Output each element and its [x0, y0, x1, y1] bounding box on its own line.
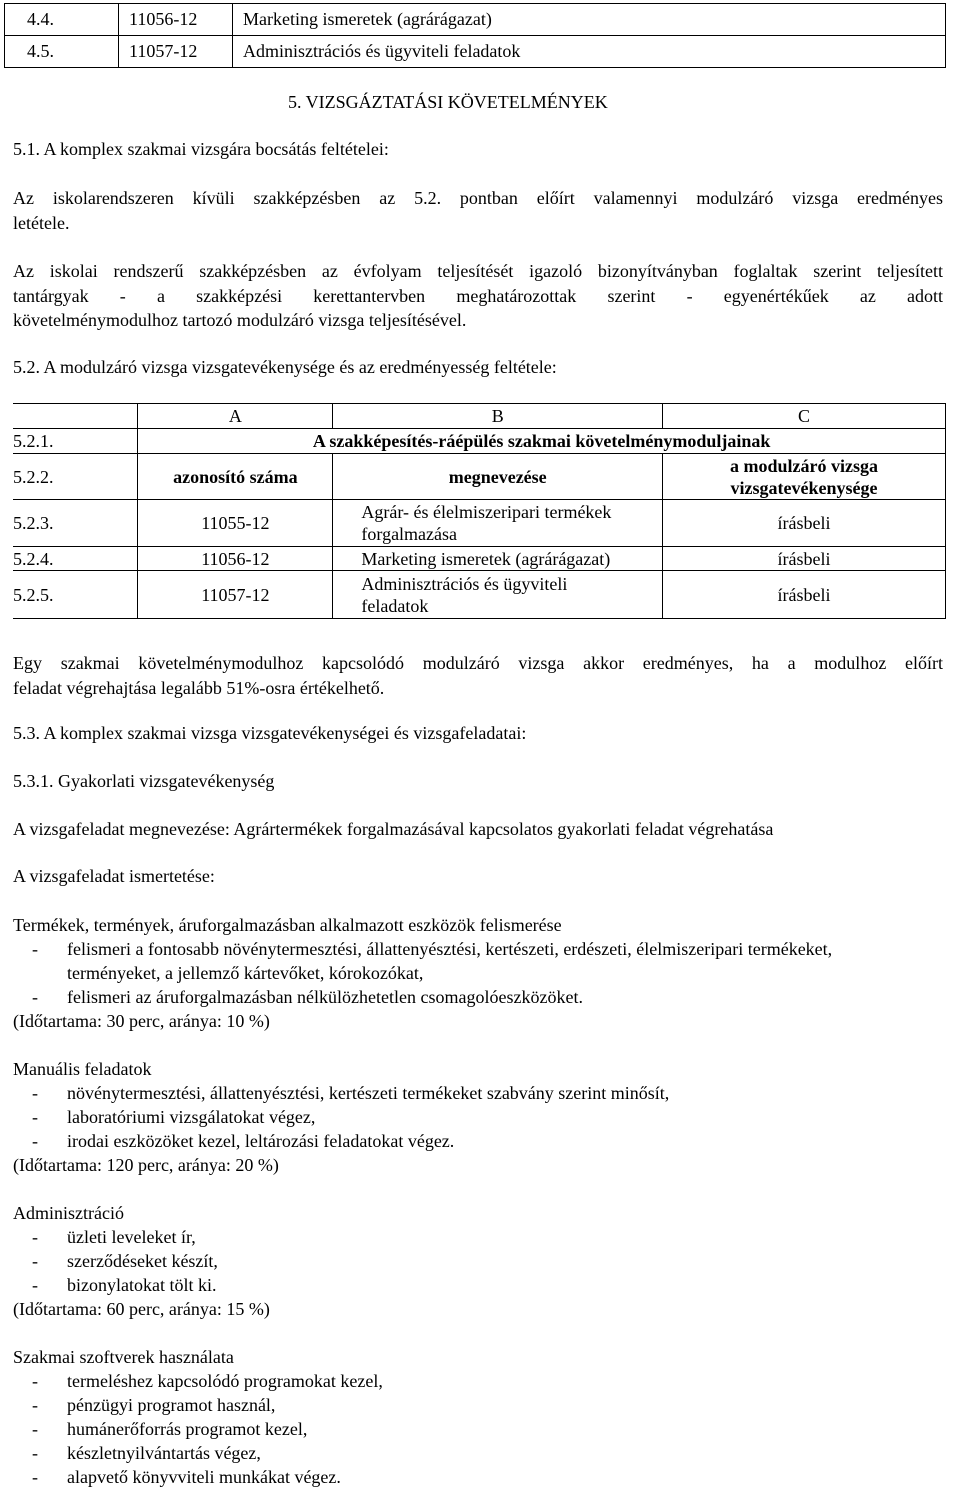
block-title-manual: Manuális feladatok	[13, 1059, 152, 1079]
bullet: -	[32, 1083, 38, 1103]
table-row	[13, 571, 946, 619]
list-item: irodai eszközöket kezel, leltározási feladatokat végez.	[67, 1131, 455, 1151]
exam-activity: írásbeli	[663, 571, 946, 619]
block-title-software: Szakmai szoftverek használata	[13, 1347, 234, 1367]
table-row	[13, 404, 946, 429]
section-heading-5-2: 5.2. A modulzáró vizsga vizsgatevékenysége és az eredményesség feltétele:	[13, 357, 557, 377]
list-item: humánerőforrás programot kezel,	[67, 1419, 308, 1439]
block-title-products: Termékek, termények, áruforgalmazásban alkalmazott eszközök felismerése	[13, 915, 562, 935]
module-code: 11057-12	[119, 36, 233, 68]
list-item: üzleti leveleket ír,	[67, 1227, 196, 1247]
header-line: vizsgatevékenysége	[730, 477, 878, 498]
paragraph-school-system	[13, 259, 943, 333]
list-item-continuation: terményeket, a jellemző kártevőket, kórokozókat,	[67, 963, 424, 983]
column-letter-a: A	[138, 404, 333, 429]
list-item: pénzügyi programot használ,	[67, 1395, 276, 1415]
row-number: 4.5.	[5, 36, 119, 68]
exam-activity-table	[13, 403, 946, 619]
module-code: 11056-12	[138, 547, 333, 571]
bullet: -	[32, 987, 38, 1007]
bullet: -	[32, 1443, 38, 1463]
paragraph-line: követelménymodulhoz tartozó modulzáró vizsga teljesítésével.	[13, 310, 467, 330]
row-number: 4.4.	[5, 4, 119, 36]
bullet: -	[32, 1395, 38, 1415]
column-letter-c: C	[663, 404, 946, 429]
list-item: felismeri az áruforgalmazásban nélkülözhetetlen csomagolóeszközöket.	[67, 987, 583, 1007]
task-description-label: A vizsgafeladat ismertetése:	[13, 866, 215, 886]
duration-text: (Időtartama: 60 perc, aránya: 15 %)	[13, 1299, 270, 1319]
paragraph-extracurricular	[13, 186, 943, 235]
name-line: forgalmazása	[361, 524, 458, 544]
module-code: 11056-12	[119, 4, 233, 36]
paragraph-line: feladat végrehajtása legalább 51%-osra értékelhető.	[13, 677, 385, 698]
paragraph-pass-condition	[13, 651, 943, 700]
table-row	[5, 4, 946, 36]
row-number: 5.2.2.	[13, 454, 138, 500]
row-number: 5.2.5.	[13, 571, 138, 619]
list-item: növénytermesztési, állattenyésztési, kertészeti termékeket szabvány szerint minősít,	[67, 1083, 670, 1103]
section-heading-5-3-1: 5.3.1. Gyakorlati vizsgatevékenység	[13, 771, 275, 791]
exam-activity: írásbeli	[663, 547, 946, 571]
section-heading-5-3: 5.3. A komplex szakmai vizsga vizsgatevékenységei és vizsgafeladatai:	[13, 723, 527, 743]
block-title-administration: Adminisztráció	[13, 1203, 124, 1223]
bullet: -	[32, 1419, 38, 1439]
list-item: bizonylatokat tölt ki.	[67, 1275, 217, 1295]
bullet: -	[32, 1107, 38, 1127]
chapter-title: 5. VIZSGÁZTATÁSI KÖVETELMÉNYEK	[288, 92, 608, 112]
table-row	[13, 454, 946, 500]
duration-text: (Időtartama: 30 perc, aránya: 10 %)	[13, 1011, 270, 1031]
module-name: Adminisztrációs és ügyviteli feladatok	[233, 36, 946, 68]
bullet: -	[32, 1227, 38, 1247]
paragraph-line: Egy szakmai követelménymodulhoz kapcsolódó modulzáró vizsga akkor eredményes, ha a modulhoz előírt	[13, 653, 943, 673]
module-name: Marketing ismeretek (agrárágazat)	[333, 547, 663, 571]
paragraph-line: letétele.	[13, 212, 70, 233]
bullet: -	[32, 939, 38, 959]
module-name	[333, 500, 663, 547]
header-line: a modulzáró vizsga	[730, 455, 878, 476]
module-name: Marketing ismeretek (agrárágazat)	[233, 4, 946, 36]
table-row	[13, 547, 946, 571]
module-code: 11055-12	[138, 500, 333, 547]
exam-activity: írásbeli	[663, 500, 946, 547]
bullet: -	[32, 1275, 38, 1295]
row-number: 5.2.1.	[13, 429, 138, 454]
table-row	[13, 500, 946, 547]
module-code: 11057-12	[138, 571, 333, 619]
duration-text: (Időtartama: 120 perc, aránya: 20 %)	[13, 1155, 279, 1175]
paragraph-line: Az iskolarendszeren kívüli szakképzésben az 5.2. pontban előírt valamennyi modulzáró vizsga eredményes	[13, 188, 943, 208]
bullet: -	[32, 1371, 38, 1391]
column-header-name: megnevezése	[333, 454, 663, 500]
modules-header: A szakképesítés-ráépülés szakmai követelménymoduljainak	[138, 429, 946, 454]
column-header-code: azonosító száma	[138, 454, 333, 500]
paragraph-line: tantárgyak - a szakképzési kerettantervben meghatározottak szerint - egyenértékűek az adott	[13, 285, 943, 306]
bullet: -	[32, 1251, 38, 1271]
name-line: feladatok	[361, 595, 429, 616]
name-line: Adminisztrációs és ügyviteli	[361, 573, 568, 594]
module-list-table	[4, 3, 946, 68]
task-name: A vizsgafeladat megnevezése: Agrártermékek forgalmazásával kapcsolatos gyakorlati feladat végrehatása	[13, 819, 774, 839]
list-item: készletnyilvántartás végez,	[67, 1443, 261, 1463]
module-name	[333, 571, 663, 619]
table-row	[5, 36, 946, 68]
list-item: alapvető könyvviteli munkákat végez.	[67, 1467, 341, 1487]
row-number: 5.2.3.	[13, 500, 138, 547]
name-line: Agrár- és élelmiszeripari termékek	[361, 502, 612, 522]
row-number: 5.2.4.	[13, 547, 138, 571]
list-item: szerződéseket készít,	[67, 1251, 218, 1271]
list-item: termeléshez kapcsolódó programokat kezel,	[67, 1371, 383, 1391]
section-heading-5-1: 5.1. A komplex szakmai vizsgára bocsátás feltételei:	[13, 139, 389, 159]
table-row	[13, 429, 946, 454]
column-header-activity	[663, 454, 946, 500]
column-letter-b: B	[333, 404, 663, 429]
list-item: felismeri a fontosabb növénytermesztési, állattenyésztési, kertészeti, erdészeti, élelmiszeripari termékeket,	[67, 939, 833, 959]
list-item: laboratóriumi vizsgálatokat végez,	[67, 1107, 316, 1127]
bullet: -	[32, 1131, 38, 1151]
paragraph-line: Az iskolai rendszerű szakképzésben az évfolyam teljesítését igazoló bizonyítványban foglaltak szerint teljesített	[13, 261, 943, 281]
bullet: -	[32, 1467, 38, 1487]
